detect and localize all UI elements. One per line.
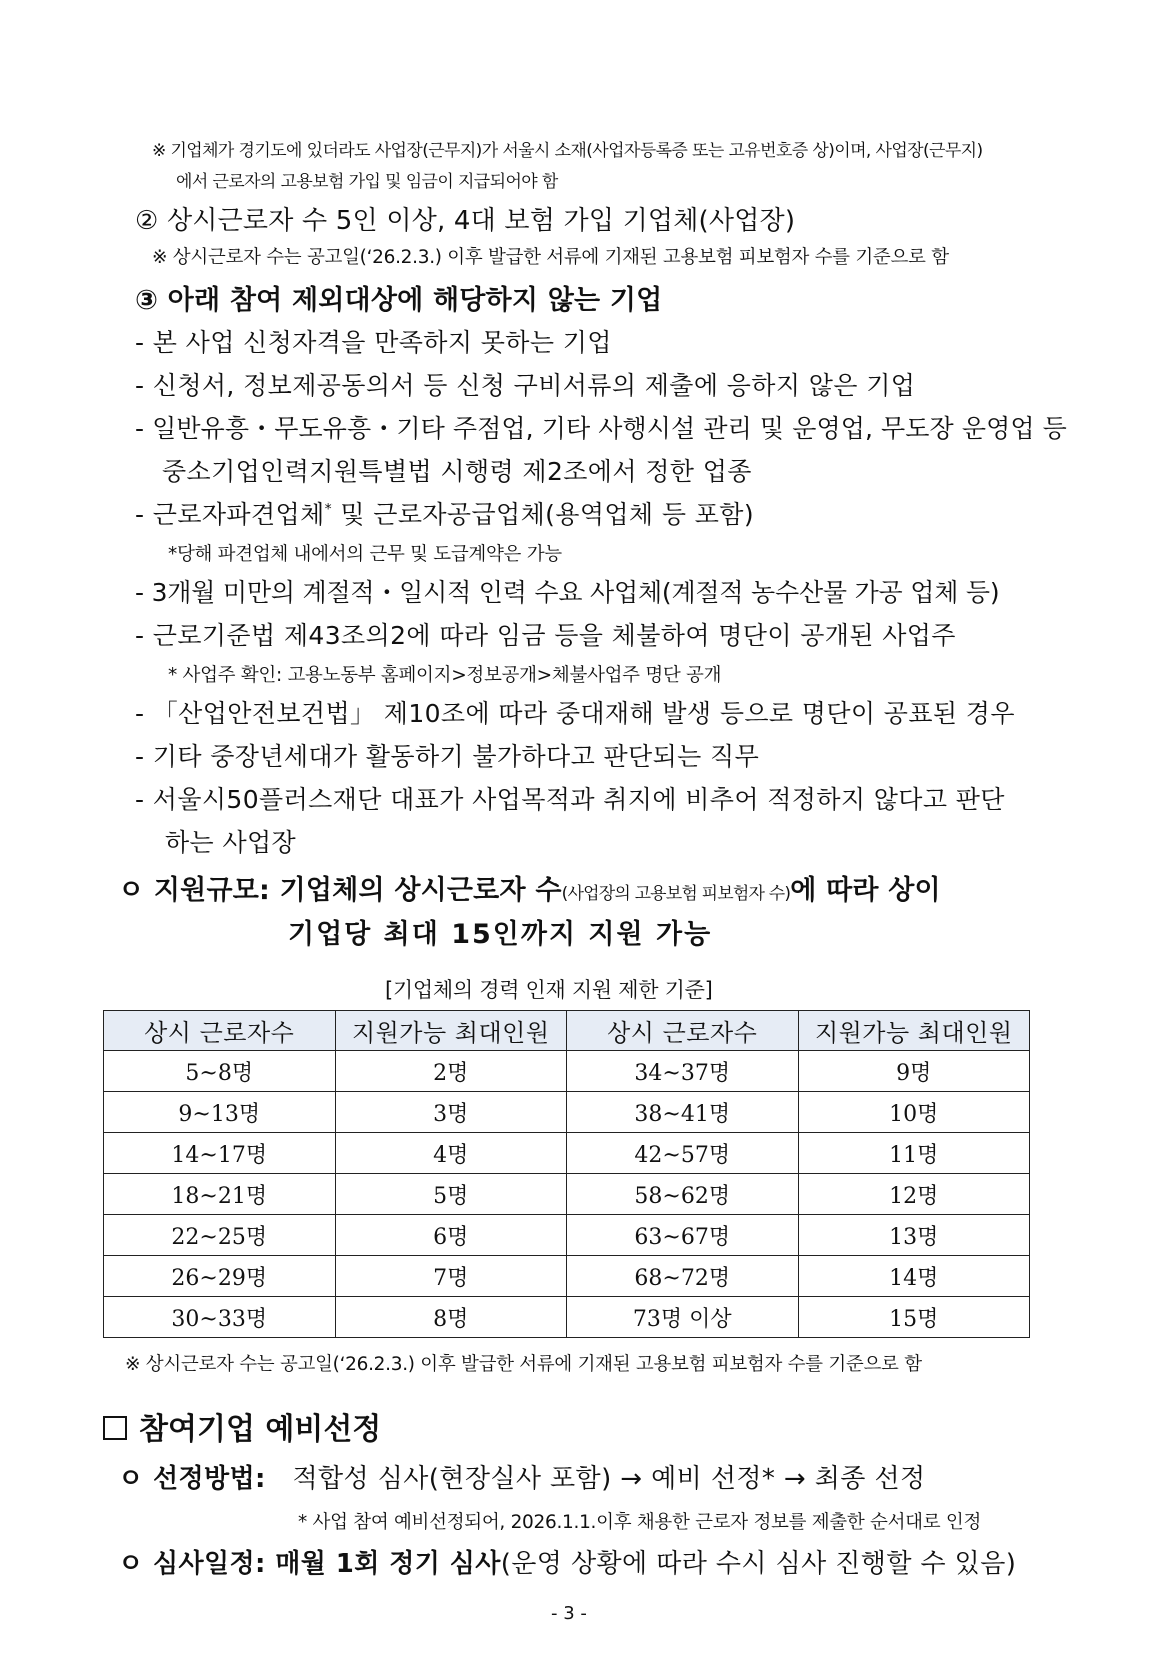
- exclusion-footnote: * 사업주 확인: 고용노동부 홈페이지>정보공개>체불사업주 명단 공개: [168, 665, 722, 686]
- exclusion-item: - 근로기준법 제43조의2에 따라 임금 등을 체불하여 명단이 공개된 사업주: [135, 621, 956, 650]
- table-cell: 6명: [335, 1215, 567, 1256]
- table-row: [104, 1174, 1030, 1215]
- exclusion-item: - 신청서, 정보제공동의서 등 신청 구비서류의 제출에 응하지 않은 기업: [135, 371, 916, 400]
- table-cell: 10명: [798, 1092, 1030, 1133]
- table-note: ※ 상시근로자 수는 공고일(‘26.2.3.) 이후 발급한 서류에 기재된 고용보험 피보험자 수를 기준으로 함: [125, 1354, 922, 1375]
- exclusion-item: - 기타 중장년세대가 활동하기 불가하다고 판단되는 직무: [135, 742, 760, 771]
- table-cell: 58~62명: [567, 1174, 799, 1215]
- table-row: [104, 1133, 1030, 1174]
- table-cell: 63~67명: [567, 1215, 799, 1256]
- table-cell: 5명: [335, 1174, 567, 1215]
- selection-method-text: 적합성 심사(현장실사 포함) → 예비 선정* → 최종 선정: [292, 1464, 926, 1494]
- support-scale-prefix: ㅇ 지원규모: 기업체의 상시근로자 수: [118, 875, 562, 906]
- exclusion-item: - 일반유흥・무도유흥・기타 주점업, 기타 사행시설 관리 및 운영업, 무도장 운영업 등: [135, 414, 1067, 443]
- exclusion-item-continuation: 중소기업인력지원특별법 시행령 제2조에서 정한 업종: [162, 457, 752, 486]
- workplace-note-line1: ※ 기업체가 경기도에 있더라도 사업장(근무지)가 서울시 소재(사업자등록증 또는 고유번호증 상)이며, 사업장(근무지): [152, 141, 983, 161]
- table-cell: 26~29명: [104, 1256, 336, 1297]
- table-row: [104, 1215, 1030, 1256]
- header-cell: 지원가능 최대인원: [335, 1011, 567, 1051]
- table-cell: 14~17명: [104, 1133, 336, 1174]
- table-header-row: [104, 1011, 1030, 1051]
- table-cell: 18~21명: [104, 1174, 336, 1215]
- exclusion-item: - 「산업안전보건법」 제10조에 따라 중대재해 발생 등으로 명단이 공표된 경우: [135, 699, 1015, 728]
- review-schedule: [118, 1543, 1016, 1580]
- table-cell: 73명 이상: [567, 1297, 799, 1338]
- review-schedule-paren: (운영 상황에 따라 수시 심사 진행할 수 있음): [500, 1549, 1017, 1579]
- criterion-2-heading: ② 상시근로자 수 5인 이상, 4대 보험 가입 기업체(사업장): [135, 206, 796, 236]
- table-row: [104, 1256, 1030, 1297]
- criterion-3-heading: ③ 아래 참여 제외대상에 해당하지 않는 기업: [135, 285, 663, 316]
- footnote-marker: *: [324, 501, 333, 518]
- exclusion-footnote: *당해 파견업체 내에서의 근무 및 도급계약은 가능: [168, 544, 562, 565]
- table-cell: 9명: [798, 1051, 1030, 1092]
- header-cell: 상시 근로자수: [104, 1011, 336, 1051]
- exclusion-item-text: 및 근로자공급업체(용역업체 등 포함): [332, 500, 754, 529]
- section-title: 참여기업 예비선정: [139, 1412, 382, 1447]
- table-cell: 22~25명: [104, 1215, 336, 1256]
- exclusion-item-continuation: 하는 사업장: [165, 828, 297, 857]
- header-cell: 상시 근로자수: [567, 1011, 799, 1051]
- selection-method-note: * 사업 참여 예비선정되어, 2026.1.1.이후 채용한 근로자 정보를 제출한 순서대로 인정: [298, 1512, 982, 1533]
- exclusion-item: - 서울시50플러스재단 대표가 사업목적과 취지에 비추어 적정하지 않다고 판단: [135, 785, 1005, 814]
- table-cell: 11명: [798, 1133, 1030, 1174]
- exclusion-item-text: - 근로자파견업체: [135, 500, 325, 529]
- table-cell: 9~13명: [104, 1092, 336, 1133]
- exclusion-item: - 본 사업 신청자격을 만족하지 못하는 기업: [135, 328, 612, 357]
- section-box-icon: [103, 1416, 127, 1440]
- table-cell: 4명: [335, 1133, 567, 1174]
- support-scale-line2: 기업당 최대 15인까지 지원 가능: [288, 919, 713, 950]
- table-cell: 2명: [335, 1051, 567, 1092]
- exclusion-item: [135, 495, 754, 531]
- support-scale-line1: [118, 868, 941, 907]
- selection-method-label: ㅇ 선정방법:: [118, 1464, 266, 1494]
- support-scale-paren: (사업장의 고용보험 피보험자 수): [561, 884, 791, 904]
- review-schedule-label: ㅇ 심사일정: 매월 1회 정기 심사: [118, 1549, 501, 1579]
- header-cell: 지원가능 최대인원: [798, 1011, 1030, 1051]
- table-cell: 13명: [798, 1215, 1030, 1256]
- table-cell: 7명: [335, 1256, 567, 1297]
- table-caption: [기업체의 경력 인재 지원 제한 기준]: [385, 978, 713, 1002]
- section-heading: [103, 1404, 381, 1448]
- workplace-note-line2: 에서 근로자의 고용보험 가입 및 임금이 지급되어야 함: [176, 172, 558, 192]
- table-cell: 34~37명: [567, 1051, 799, 1092]
- criterion-2-note: ※ 상시근로자 수는 공고일(‘26.2.3.) 이후 발급한 서류에 기재된 고용보험 피보험자 수를 기준으로 함: [152, 247, 949, 268]
- support-limit-table: [103, 1010, 1030, 1338]
- table-cell: 68~72명: [567, 1256, 799, 1297]
- table-cell: 42~57명: [567, 1133, 799, 1174]
- table-cell: 15명: [798, 1297, 1030, 1338]
- table-cell: 30~33명: [104, 1297, 336, 1338]
- selection-method: [118, 1458, 926, 1495]
- page-number: - 3 -: [551, 1603, 587, 1624]
- table-cell: 5~8명: [104, 1051, 336, 1092]
- table-row: [104, 1297, 1030, 1338]
- table-cell: 14명: [798, 1256, 1030, 1297]
- table-row: [104, 1051, 1030, 1092]
- table-row: [104, 1092, 1030, 1133]
- table-cell: 8명: [335, 1297, 567, 1338]
- support-scale-suffix: 에 따라 상이: [790, 875, 941, 906]
- table-cell: 12명: [798, 1174, 1030, 1215]
- exclusion-item: - 3개월 미만의 계절적・일시적 인력 수요 사업체(계절적 농수산물 가공 업체 등): [135, 578, 1000, 607]
- table-cell: 38~41명: [567, 1092, 799, 1133]
- table-cell: 3명: [335, 1092, 567, 1133]
